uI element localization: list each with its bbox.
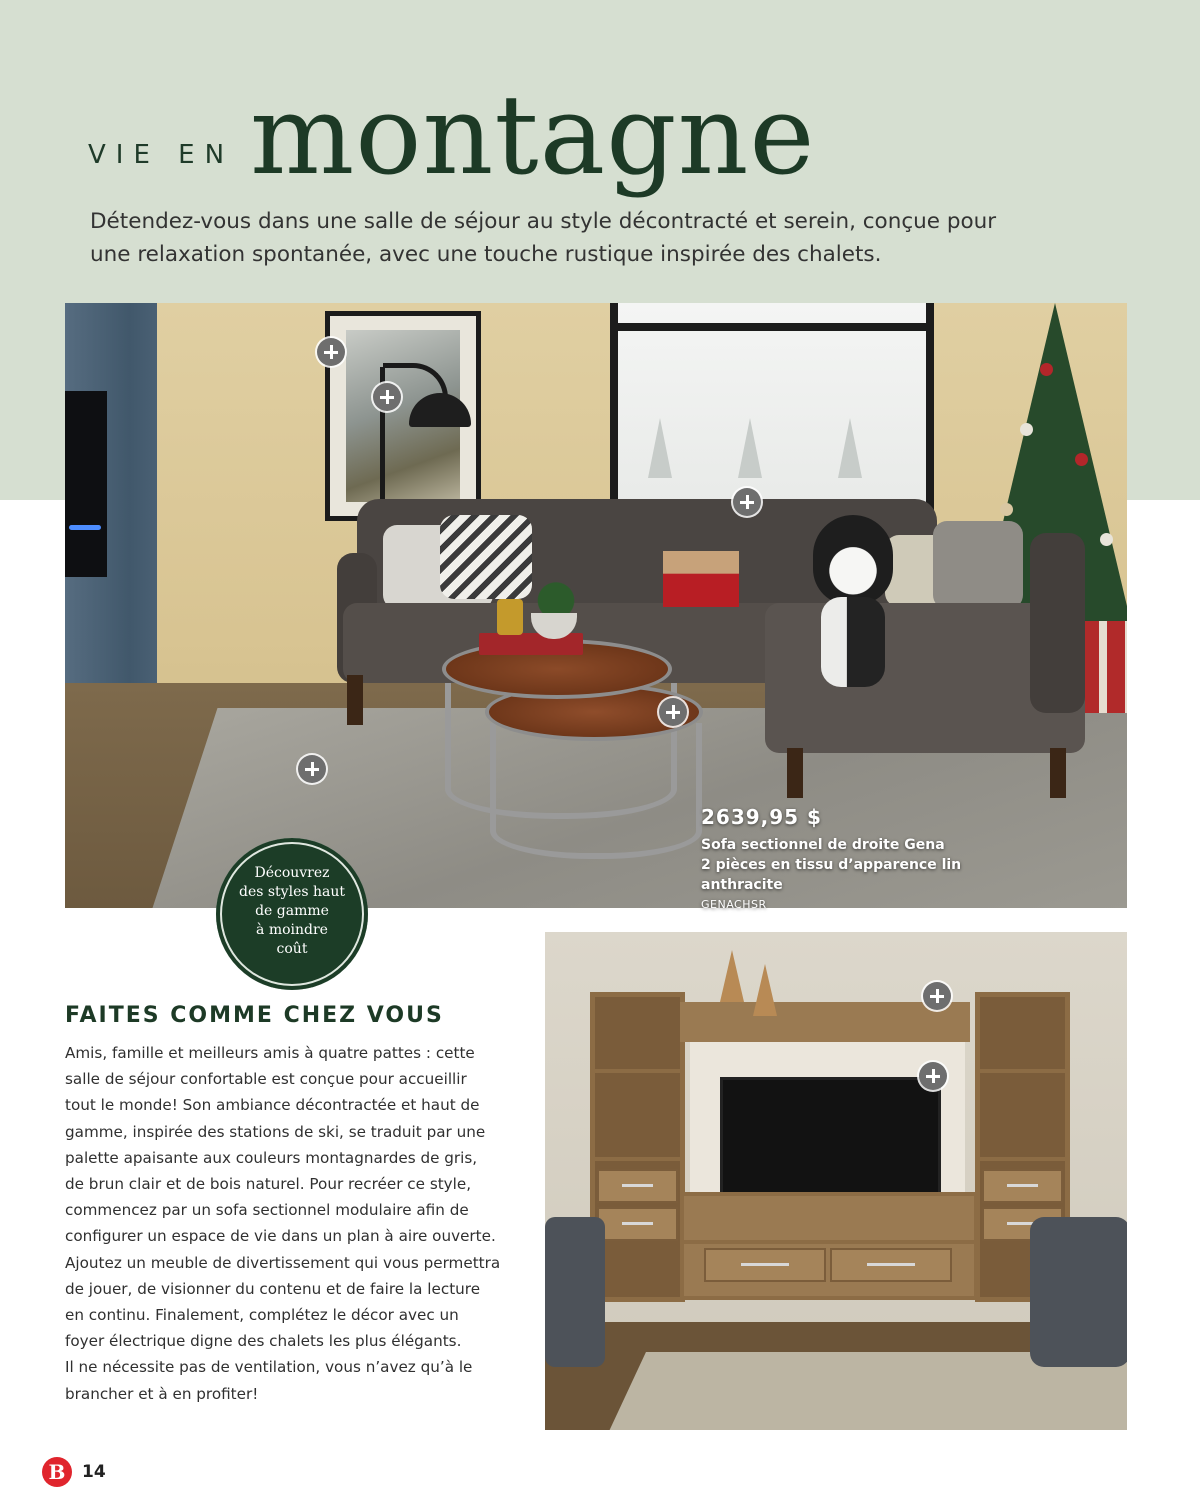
armchair-right	[1030, 1217, 1127, 1367]
shelf	[595, 1069, 680, 1073]
candle	[497, 599, 523, 635]
sofa-arm-right	[1030, 533, 1085, 713]
electric-fireplace	[65, 391, 107, 577]
coffee-table-frame	[490, 723, 702, 859]
product-description-line: 2 pièces en tissu d’apparence lin	[701, 857, 962, 873]
hotspot-plus-icon[interactable]	[373, 383, 401, 411]
body-line: commencez par un sofa sectionnel modulaire afin de	[65, 1201, 469, 1220]
hotspot-plus-icon[interactable]	[298, 755, 326, 783]
snowy-tree	[648, 418, 672, 478]
headline-kicker: VIE EN	[88, 140, 235, 170]
product-price: 2639,95 $	[701, 805, 822, 829]
drawer	[704, 1248, 826, 1282]
product-sku: GENACHSR	[701, 898, 767, 911]
promo-badge-text	[216, 864, 368, 959]
body-line: de brun clair et de bois naturel. Pour recréer ce style,	[65, 1175, 472, 1194]
body-line: salle de séjour confortable est conçue pour accueillir	[65, 1070, 467, 1089]
entertainment-unit-photo	[545, 932, 1127, 1430]
intro-line: une relaxation spontanée, avec une touche rustique inspirée des chalets.	[90, 242, 882, 267]
body-line: configurer un espace de vie dans un plan à aire ouverte.	[65, 1227, 496, 1246]
badge-line: Découvrez	[254, 865, 330, 881]
snowy-tree	[838, 418, 862, 478]
book-stack	[479, 633, 583, 655]
body-line: foyer électrique digne des chalets les plus élégants.	[65, 1332, 462, 1351]
drawer	[597, 1207, 678, 1241]
television	[720, 1077, 941, 1205]
section-title: FAITES COMME CHEZ VOUS	[65, 1003, 444, 1028]
badge-line: de gamme	[255, 903, 329, 919]
ornament	[1075, 453, 1088, 466]
snowy-tree	[738, 418, 762, 478]
product-description	[701, 835, 1011, 915]
body-line: tout le monde! Son ambiance décontractée et haut de	[65, 1096, 480, 1115]
ornament	[1000, 503, 1013, 516]
shelf	[980, 1069, 1065, 1073]
hotspot-plus-icon[interactable]	[733, 488, 761, 516]
hotspot-plus-icon[interactable]	[317, 338, 345, 366]
dog-body	[821, 597, 885, 687]
body-line: gamme, inspirée des stations de ski, se traduit par une	[65, 1122, 486, 1141]
page-number: 14	[82, 1462, 106, 1482]
product-description-line-text: anthracite	[701, 877, 783, 893]
window-mullion	[610, 323, 934, 331]
ornament	[1100, 533, 1113, 546]
drawer	[982, 1169, 1063, 1203]
body-line: Il ne nécessite pas de ventilation, vous n’avez qu’à le	[65, 1358, 473, 1377]
cushion-chevron	[440, 515, 532, 599]
husky-dog	[813, 515, 893, 690]
ornament	[1020, 423, 1033, 436]
fireplace-flame	[69, 525, 101, 530]
dog-head	[813, 515, 893, 605]
sofa-leg	[787, 748, 803, 798]
hotspot-plus-icon[interactable]	[919, 1062, 947, 1090]
bridge-shelf	[680, 1002, 970, 1042]
hero-living-room-photo	[65, 303, 1127, 908]
body-line: brancher et à en profiter!	[65, 1384, 259, 1403]
hotspot-plus-icon[interactable]	[923, 982, 951, 1010]
tv-console	[680, 1192, 978, 1300]
intro-paragraph	[90, 205, 1090, 271]
intro-line: Détendez-vous dans une salle de séjour au style décontracté et serein, conçue pour	[90, 209, 997, 234]
drawer	[830, 1248, 952, 1282]
body-line: Ajoutez un meuble de divertissement qui vous permettra	[65, 1253, 501, 1272]
promo-badge	[216, 838, 368, 990]
armchair-left	[545, 1217, 605, 1367]
sofa-leg	[347, 675, 363, 725]
body-line: Amis, famille et meilleurs amis à quatre pattes : cette	[65, 1044, 475, 1062]
sofa-leg	[1050, 748, 1066, 798]
hotspot-plus-icon[interactable]	[659, 698, 687, 726]
product-description-line	[701, 875, 1011, 915]
decor-wood-tree	[753, 964, 777, 1016]
ornament	[1040, 363, 1053, 376]
decor-wood-tree	[720, 950, 744, 1002]
product-description-line: Sofa sectionnel de droite Gena	[701, 837, 945, 853]
shelf	[980, 1157, 1065, 1161]
badge-line: coût	[276, 941, 308, 957]
page-headline: montagne	[250, 71, 816, 199]
shelf	[595, 1157, 680, 1161]
window	[610, 303, 934, 516]
body-line: de jouer, de visionner du contenu et de faire la lecture	[65, 1279, 481, 1298]
badge-line: des styles haut	[238, 884, 345, 900]
shelf	[684, 1240, 974, 1244]
body-line: palette apaisante aux couleurs montagnardes de gris,	[65, 1148, 478, 1167]
brand-logo: B	[42, 1457, 72, 1487]
section-body	[65, 1040, 525, 1407]
drawer	[597, 1169, 678, 1203]
gift-stack	[663, 551, 739, 607]
body-line: en continu. Finalement, complétez le décor avec un	[65, 1306, 459, 1325]
cushion-grey	[933, 521, 1023, 609]
badge-line: à moindre	[256, 922, 328, 938]
